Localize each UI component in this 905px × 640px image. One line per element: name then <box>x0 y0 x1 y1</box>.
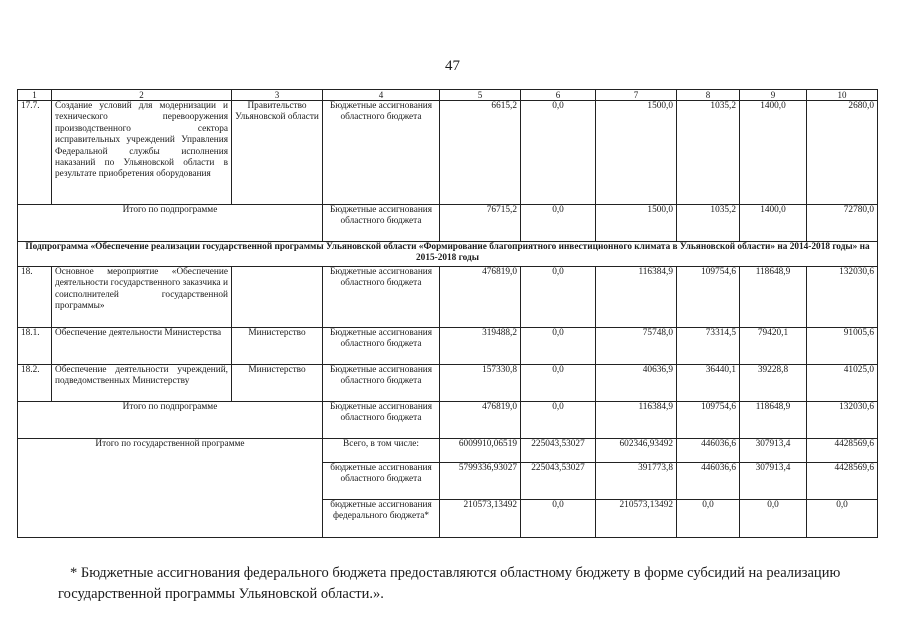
value-cell: 91005,6 <box>807 328 878 365</box>
value-cell: 132030,6 <box>807 267 878 328</box>
subprogram-title: Подпрограмма «Обеспечение реализации государственной программы Ульяновской области «Формирование благоприятного инвестиционного климата в Ульяновской области» на 2014-2018 годы» на 2015-2018 годы <box>18 242 878 267</box>
value-cell: 79420,1 <box>740 328 807 365</box>
table-row-18 <box>18 267 878 328</box>
row-source: Бюджетные ассигнования областного бюджета <box>323 267 440 328</box>
row-name: Создание условий для модернизации и технического перевооружения производственного сектора исправительных учреждений Управления Федеральной службы исполнения наказаний по Ульяновской области в результате приобретения оборудования <box>52 101 232 205</box>
total-label: Итого по подпрограмме <box>18 402 323 439</box>
value-cell: 157330,8 <box>440 365 521 402</box>
row-source: Бюджетные ассигнования областного бюджета <box>323 205 440 242</box>
row-source: Бюджетные ассигнования областного бюджета <box>323 328 440 365</box>
row-source: Всего, в том числе: <box>323 439 440 463</box>
value-cell: 307913,4 <box>740 463 807 500</box>
col-num: 1 <box>18 90 52 101</box>
row-name: Основное мероприятие «Обеспечение деятельности государственного заказчика и соисполнителей государственной программы» <box>52 267 232 328</box>
col-num: 9 <box>740 90 807 101</box>
value-cell: 0,0 <box>521 267 596 328</box>
subprogram-title-row <box>18 242 878 267</box>
program-table <box>17 89 878 538</box>
value-cell: 6009910,06519 <box>440 439 521 463</box>
value-cell: 109754,6 <box>677 267 740 328</box>
value-cell: 0,0 <box>521 328 596 365</box>
value-cell: 225043,53027 <box>521 439 596 463</box>
value-cell: 1400,0 <box>740 101 807 205</box>
value-cell: 41025,0 <box>807 365 878 402</box>
row-name: Обеспечение деятельности учреждений, подведомственных Министерству <box>52 365 232 402</box>
value-cell: 116384,9 <box>596 402 677 439</box>
value-cell: 2680,0 <box>807 101 878 205</box>
row-executor <box>232 267 323 328</box>
row-name: Обеспечение деятельности Министерства <box>52 328 232 365</box>
value-cell: 602346,93492 <box>596 439 677 463</box>
table-row-18-1 <box>18 328 878 365</box>
value-cell: 476819,0 <box>440 267 521 328</box>
row-source: бюджетные ассигнования областного бюджета <box>323 463 440 500</box>
total-label: Итого по государственной программе <box>18 439 323 538</box>
value-cell: 210573,13492 <box>440 500 521 538</box>
value-cell: 109754,6 <box>677 402 740 439</box>
value-cell: 4428569,6 <box>807 439 878 463</box>
program-total-row <box>18 439 878 463</box>
value-cell: 0,0 <box>807 500 878 538</box>
row-number: 18. <box>18 267 52 328</box>
value-cell: 4428569,6 <box>807 463 878 500</box>
col-num: 4 <box>323 90 440 101</box>
row-number: 17.7. <box>18 101 52 205</box>
col-num: 7 <box>596 90 677 101</box>
value-cell: 0,0 <box>740 500 807 538</box>
row-source: Бюджетные ассигнования областного бюджета <box>323 101 440 205</box>
value-cell: 210573,13492 <box>596 500 677 538</box>
col-num: 10 <box>807 90 878 101</box>
value-cell: 1500,0 <box>596 101 677 205</box>
value-cell: 76715,2 <box>440 205 521 242</box>
value-cell: 225043,53027 <box>521 463 596 500</box>
value-cell: 75748,0 <box>596 328 677 365</box>
value-cell: 1400,0 <box>740 205 807 242</box>
value-cell: 118648,9 <box>740 267 807 328</box>
value-cell: 476819,0 <box>440 402 521 439</box>
value-cell: 1500,0 <box>596 205 677 242</box>
total-label: Итого по подпрограмме <box>18 205 323 242</box>
value-cell: 36440,1 <box>677 365 740 402</box>
page-number: 47 <box>445 58 460 74</box>
value-cell: 116384,9 <box>596 267 677 328</box>
col-num: 2 <box>52 90 232 101</box>
value-cell: 39228,8 <box>740 365 807 402</box>
subprogram-total-row <box>18 205 878 242</box>
row-source: бюджетные ассигнования федерального бюджета* <box>323 500 440 538</box>
row-executor: Правительство Ульяновской области <box>232 101 323 205</box>
row-source: Бюджетные ассигнования областного бюджета <box>323 365 440 402</box>
value-cell: 1035,2 <box>677 205 740 242</box>
value-cell: 132030,6 <box>807 402 878 439</box>
value-cell: 6615,2 <box>440 101 521 205</box>
row-executor: Министерство <box>232 365 323 402</box>
row-executor: Министерство <box>232 328 323 365</box>
col-num: 5 <box>440 90 521 101</box>
footnote: * Бюджетные ассигнования федерального бюджета предоставляются областному бюджету в форме субсидий на реализацию государственной программы Ульяновской области.». <box>58 565 841 602</box>
col-num: 3 <box>232 90 323 101</box>
value-cell: 0,0 <box>521 101 596 205</box>
value-cell: 73314,5 <box>677 328 740 365</box>
value-cell: 118648,9 <box>740 402 807 439</box>
value-cell: 0,0 <box>677 500 740 538</box>
value-cell: 0,0 <box>521 365 596 402</box>
table-row-18-2 <box>18 365 878 402</box>
col-num: 8 <box>677 90 740 101</box>
col-num: 6 <box>521 90 596 101</box>
table-row-17-7 <box>18 101 878 205</box>
row-number: 18.2. <box>18 365 52 402</box>
value-cell: 0,0 <box>521 205 596 242</box>
value-cell: 0,0 <box>521 402 596 439</box>
subprogram-total-row <box>18 402 878 439</box>
value-cell: 446036,6 <box>677 463 740 500</box>
value-cell: 391773,8 <box>596 463 677 500</box>
row-source: Бюджетные ассигнования областного бюджета <box>323 402 440 439</box>
value-cell: 40636,9 <box>596 365 677 402</box>
value-cell: 0,0 <box>521 500 596 538</box>
value-cell: 5799336,93027 <box>440 463 521 500</box>
value-cell: 72780,0 <box>807 205 878 242</box>
value-cell: 446036,6 <box>677 439 740 463</box>
value-cell: 1035,2 <box>677 101 740 205</box>
value-cell: 307913,4 <box>740 439 807 463</box>
value-cell: 319488,2 <box>440 328 521 365</box>
row-number: 18.1. <box>18 328 52 365</box>
column-number-row <box>18 90 878 101</box>
